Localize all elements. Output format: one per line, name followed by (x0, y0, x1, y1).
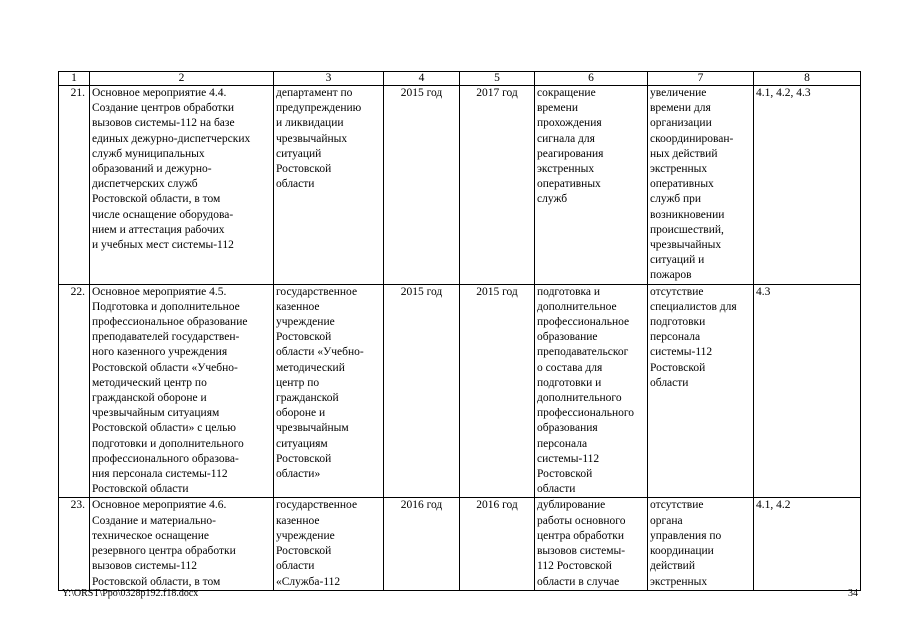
end-year-cell: 2017 год (460, 86, 535, 285)
header-col-1: 1 (59, 72, 90, 86)
row-number: 23. (59, 498, 90, 590)
event-cell: Основное мероприятие 4.4. Создание центров обработки вызовов системы-112 на базе единых дежурно-диспетчерских служб муниципальных образований и дежурно- диспетчерских служб Ростовской области, в том числе оснащение оборудова- нием и аттестация рабочих и учебных мест системы-112 (90, 86, 274, 285)
footer-page-number: 34 (848, 588, 858, 599)
result-cell: сокращение времени прохождения сигнала для реагирования экстренных оперативных служб (535, 86, 648, 285)
consequence-cell: отсутствие органа управления по координации действий экстренных (648, 498, 754, 590)
row-number: 21. (59, 86, 90, 285)
executor-cell: департамент по предупреждению и ликвидации чрезвычайных ситуаций Ростовской области (274, 86, 384, 285)
event-cell: Основное мероприятие 4.6. Создание и материально- техническое оснащение резервного центра обработки вызовов системы-112 Ростовской области, в том (90, 498, 274, 590)
header-col-8: 8 (754, 72, 861, 86)
executor-cell: государственное казенное учреждение Ростовской области «Служба-112 (274, 498, 384, 590)
indicators-cell: 4.1, 4.2 (754, 498, 861, 590)
start-year-cell: 2015 год (384, 284, 460, 498)
table-row (59, 284, 861, 498)
header-col-2: 2 (90, 72, 274, 86)
header-col-3: 3 (274, 72, 384, 86)
table-row (59, 86, 861, 285)
consequence-cell: отсутствие специалистов для подготовки персонала системы-112 Ростовской области (648, 284, 754, 498)
header-col-5: 5 (460, 72, 535, 86)
start-year-cell: 2015 год (384, 86, 460, 285)
executor-cell: государственное казенное учреждение Ростовской области «Учебно- методический центр по гражданской обороне и чрезвычайным ситуациям Ростовской области» (274, 284, 384, 498)
end-year-cell: 2016 год (460, 498, 535, 590)
footer-file-path: Y:\ORST\Ppo\0328p192.f18.docx (62, 588, 199, 599)
row-number: 22. (59, 284, 90, 498)
measures-table (58, 71, 861, 591)
header-col-6: 6 (535, 72, 648, 86)
event-cell: Основное мероприятие 4.5. Подготовка и дополнительное профессиональное образование преподавателей государствен- ного казенного учреждения Ростовской области «Учебно- методический центр по гражданской обороне и чрезвычайным ситуациям Ростовской области» с целью подготовки и дополнительного профессионального образова- ния персонала системы-112 Ростовской области (90, 284, 274, 498)
indicators-cell: 4.3 (754, 284, 861, 498)
result-cell: подготовка и дополнительное профессиональное образование преподавательског о состава для подготовки и дополнительного профессионального образования персонала системы-112 Ростовской области (535, 284, 648, 498)
end-year-cell: 2015 год (460, 284, 535, 498)
header-col-4: 4 (384, 72, 460, 86)
header-col-7: 7 (648, 72, 754, 86)
result-cell: дублирование работы основного центра обработки вызовов системы- 112 Ростовской области в случае (535, 498, 648, 590)
header-row (59, 72, 861, 86)
start-year-cell: 2016 год (384, 498, 460, 590)
consequence-cell: увеличение времени для организации скоординирован- ных действий экстренных оперативных служб при возникновении происшествий, чрезвычайных ситуаций и пожаров (648, 86, 754, 285)
indicators-cell: 4.1, 4.2, 4.3 (754, 86, 861, 285)
table-row (59, 498, 861, 590)
